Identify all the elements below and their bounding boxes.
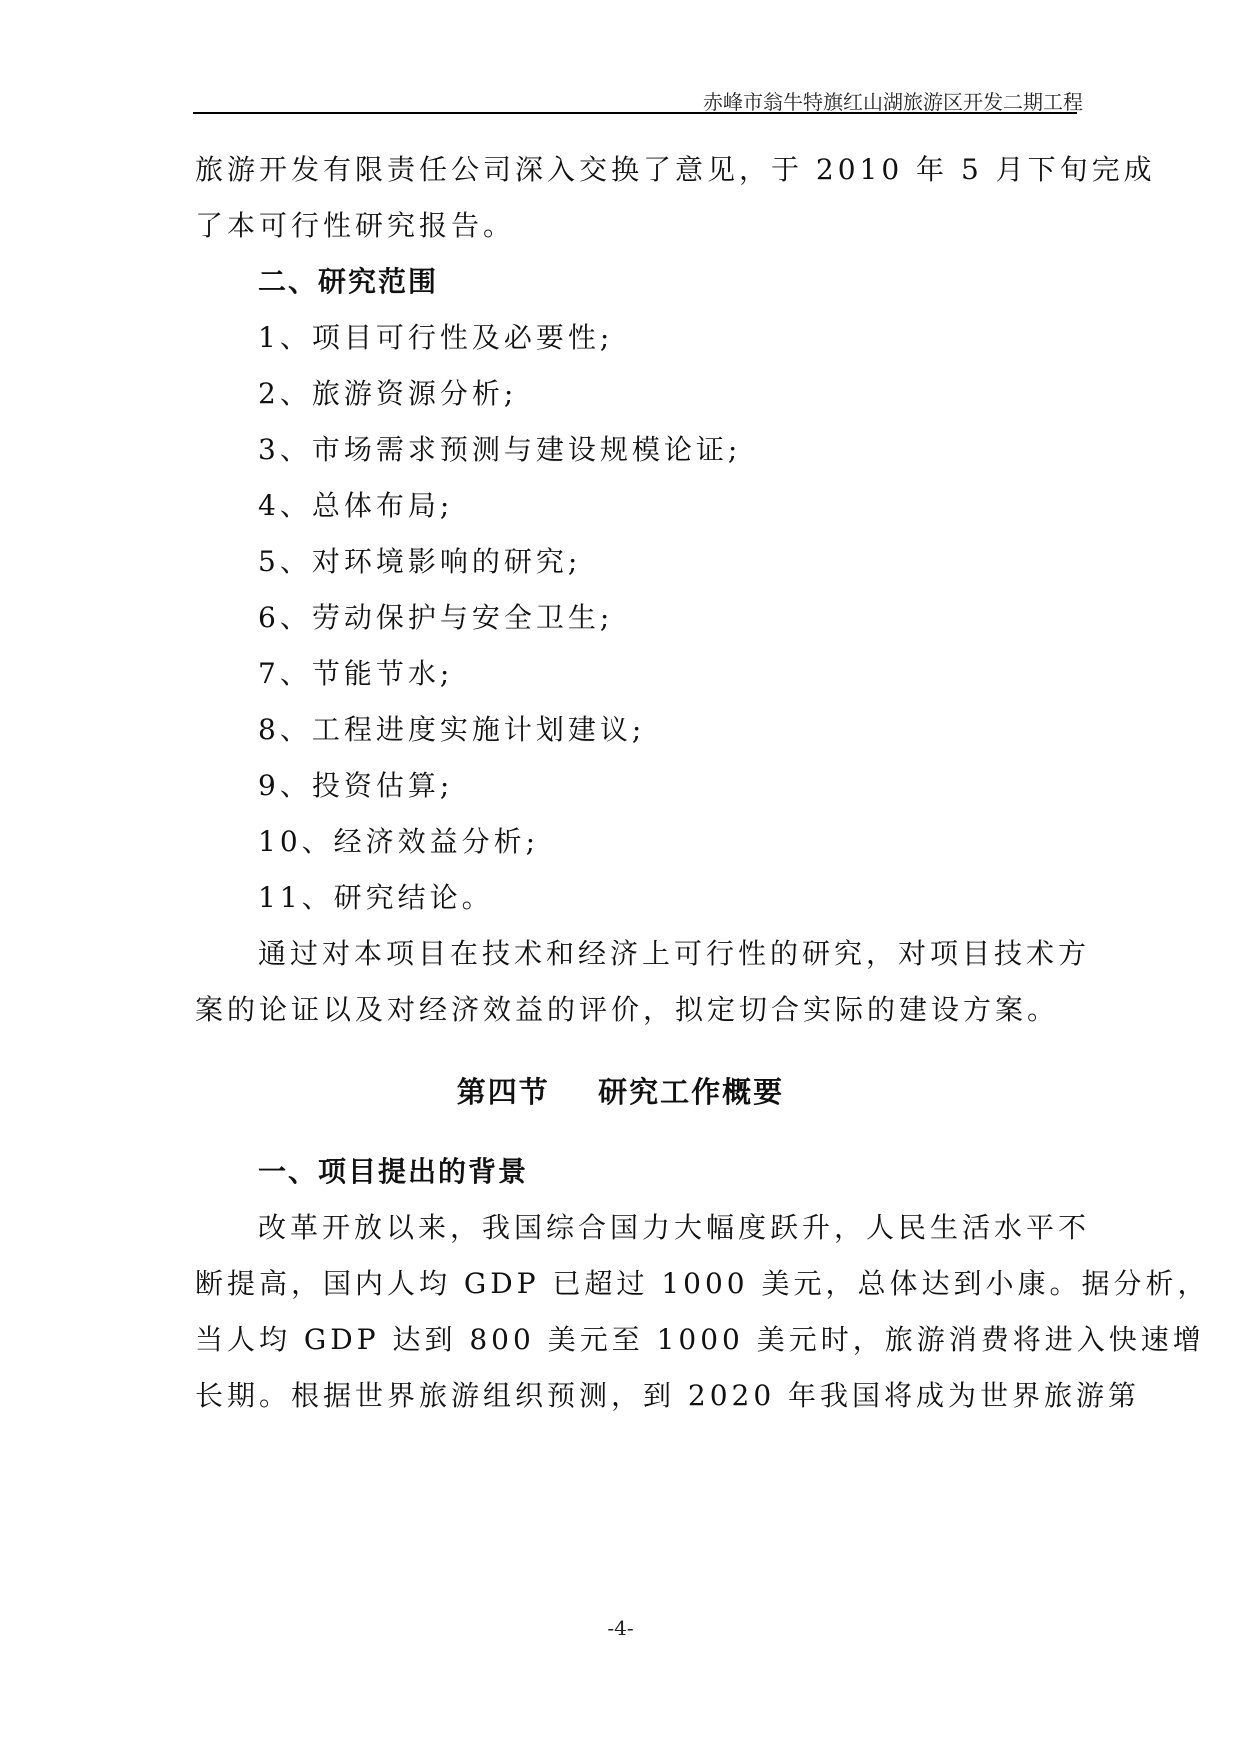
intro-line-2: 了本可行性研究报告。: [195, 209, 516, 242]
background-para-line-2: 断提高，国内人均 GDP 已超过 1000 美元，总体达到小康。据分析，: [195, 1267, 1210, 1300]
background-subheading: 一、项目提出的背景: [258, 1155, 529, 1188]
page-number: -4-: [607, 1616, 634, 1640]
scope-list-item: 2、旅游资源分析;: [258, 377, 518, 410]
running-header-title: 赤峰市翁牛特旗红山湖旅游区开发二期工程: [703, 90, 1083, 114]
scope-list-item: 5、对环境影响的研究;: [258, 545, 582, 578]
scope-list-item: 8、工程进度实施计划建议;: [258, 713, 646, 746]
background-para-line-3: 当人均 GDP 达到 800 美元至 1000 美元时，旅游消费将进入快速增: [195, 1323, 1205, 1356]
scope-heading: 二、研究范围: [258, 265, 439, 298]
scope-list-item: 4、总体布局;: [258, 489, 454, 522]
scope-list-item: 10、经济效益分析;: [258, 825, 540, 858]
scope-list-item: 7、节能节水;: [258, 657, 454, 690]
background-para-line-4: 长期。根据世界旅游组织预测，到 2020 年我国将成为世界旅游第: [195, 1379, 1141, 1412]
scope-list-item: 9、投资估算;: [258, 769, 454, 802]
scope-list-item: 6、劳动保护与安全卫生;: [258, 601, 614, 634]
intro-line-1: 旅游开发有限责任公司深入交换了意见，于 2010 年 5 月下旬完成: [195, 153, 1156, 186]
scope-summary-line-2: 案的论证以及对经济效益的评价，拟定切合实际的建设方案。: [195, 993, 1060, 1026]
scope-list-item: 1、项目可行性及必要性;: [258, 321, 614, 354]
scope-list-item: 11、研究结论。: [258, 881, 494, 914]
header-divider: [193, 112, 1077, 114]
section-title: 第四节 研究工作概要: [456, 1075, 785, 1109]
scope-list-item: 3、市场需求预测与建设规模论证;: [258, 433, 742, 466]
scope-summary-line-1: 通过对本项目在技术和经济上可行性的研究，对项目技术方: [258, 937, 1091, 970]
background-para-line-1: 改革开放以来，我国综合国力大幅度跃升，人民生活水平不: [258, 1211, 1091, 1244]
